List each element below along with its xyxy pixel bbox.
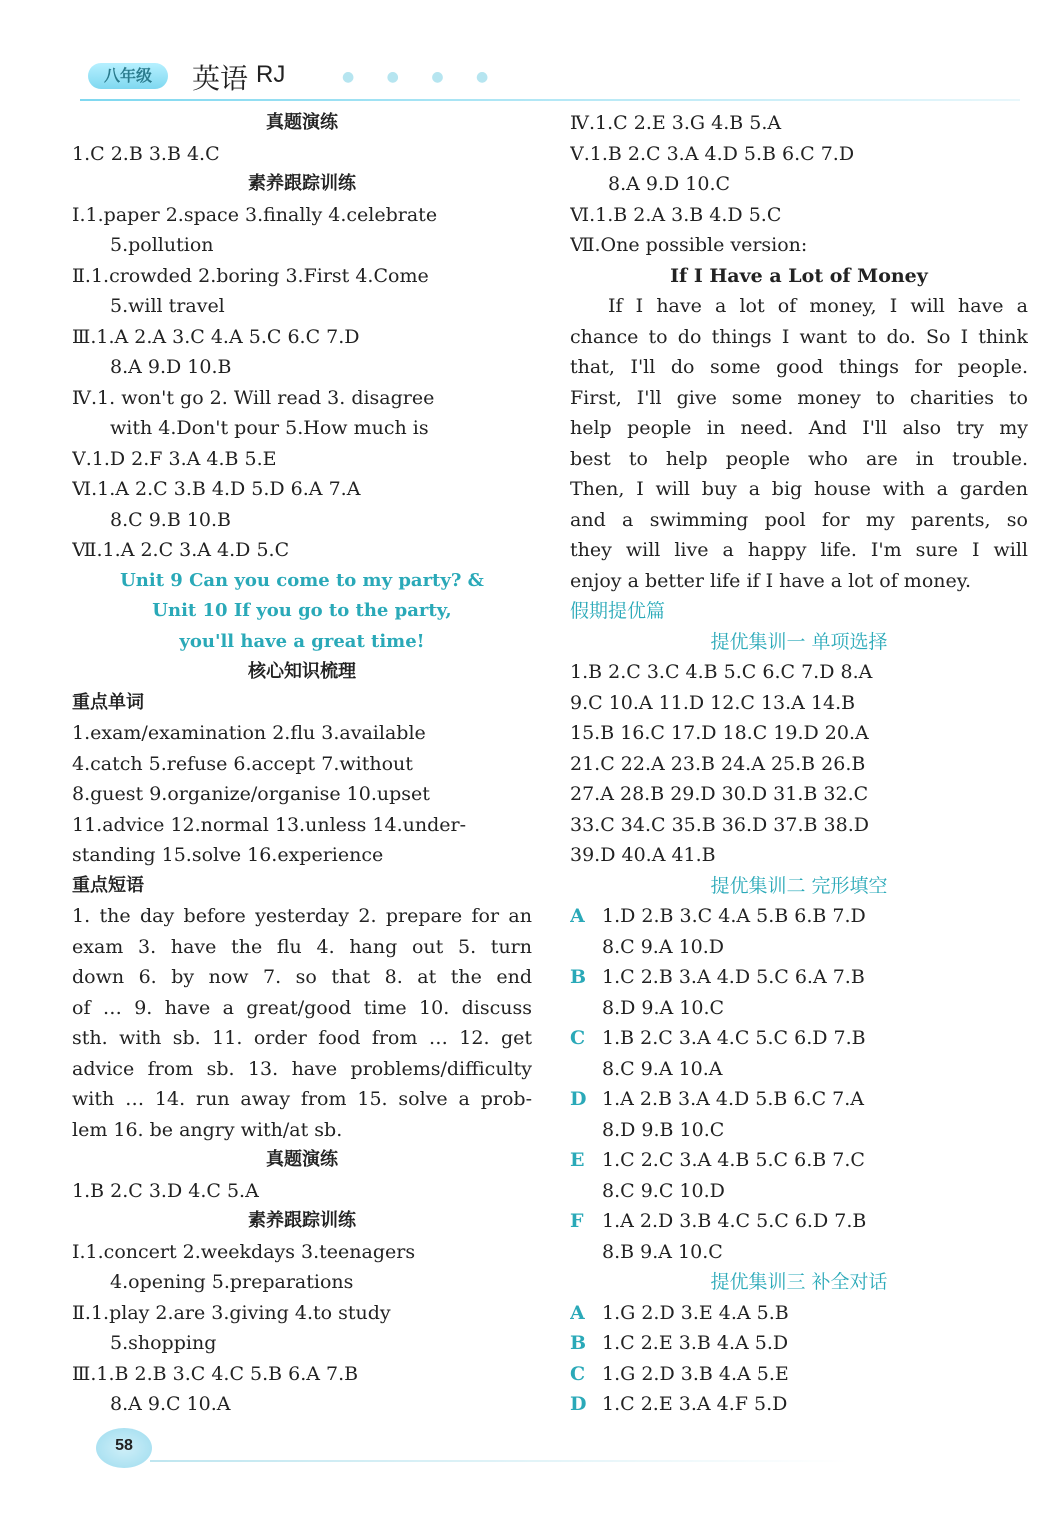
answer-line: 1.B 2.C 3.D 4.C 5.A (72, 1179, 259, 1202)
answer-line: advice from sb. 13. have problems/difficulty (72, 1057, 532, 1080)
answer-line: 提优集训二 完形填空 (710, 874, 888, 897)
answer-line: they will live a happy life. I'm sure I will (570, 539, 1028, 561)
answer-line (570, 1328, 1028, 1359)
answer-line: sth. with sb. 11. order food from … 12. get (72, 1027, 532, 1049)
answer-line: 5.shopping (110, 1332, 217, 1354)
answer-line: Ⅳ.1. won't go 2. Will read 3. disagree (72, 386, 435, 409)
answer-line: 5.pollution (110, 234, 214, 256)
answer-line (570, 1145, 1028, 1176)
answer-line: down 6. by now 7. so that 8. at the end (72, 966, 532, 988)
answer-text: 8.D 9.B 10.C (602, 1118, 725, 1141)
answer-text: 1.A 2.B 3.A 4.D 5.B 6.C 7.A (602, 1088, 864, 1110)
passage-letter: D (570, 1393, 587, 1415)
answer-text: 1.G 2.D 3.B 4.A 5.E (602, 1362, 789, 1385)
passage-letter: A (570, 905, 585, 927)
answer-line: 真题演练 (266, 1149, 338, 1170)
answer-line (570, 1206, 1028, 1237)
answer-line: that, I'll do some good things for people. (570, 356, 1028, 378)
answer-line: 重点单词 (72, 691, 144, 713)
answer-line (570, 1298, 1028, 1329)
answer-text: 8.C 9.C 10.D (602, 1179, 725, 1202)
answer-text: 8.D 9.A 10.C (602, 996, 725, 1019)
answer-line (570, 1359, 1028, 1390)
answer-text: 1.C 2.E 3.A 4.F 5.D (602, 1393, 788, 1415)
answer-line: Ⅴ.1.D 2.F 3.A 4.B 5.E (72, 447, 277, 470)
passage-letter: A (570, 1301, 585, 1324)
watermark-logo (862, 1450, 1032, 1530)
passage-letter: C (570, 1027, 586, 1049)
answer-line (570, 1084, 1028, 1115)
answer-line: Ⅶ.One possible version: (570, 234, 808, 256)
answer-line: of … 9. have a great/good time 10. discuss (72, 996, 532, 1019)
passage-letter: B (570, 1332, 587, 1354)
answer-line: 11.advice 12.normal 13.unless 14.under- (72, 813, 467, 836)
answer-line: Ⅵ.1.A 2.C 3.B 4.D 5.D 6.A 7.A (72, 478, 361, 500)
answer-line: 15.B 16.C 17.D 18.C 19.D 20.A (570, 722, 869, 744)
answer-line: If I have a lot of money, I will have a (608, 295, 1028, 317)
answer-line: Ⅶ.1.A 2.C 3.A 4.D 5.C (72, 539, 290, 561)
answer-line: 27.A 28.B 29.D 30.D 31.B 32.C (570, 783, 869, 805)
edition-label: RJ (256, 61, 286, 88)
passage-letter: E (570, 1149, 585, 1171)
answer-line: Then, I will buy a big house with a garden (570, 478, 1028, 500)
answer-line: Ⅵ.1.B 2.A 3.B 4.D 5.C (570, 203, 782, 226)
answer-line: 素养跟踪训练 (248, 173, 356, 194)
answer-line: Ⅲ.1.A 2.A 3.C 4.A 5.C 6.C 7.D (72, 325, 360, 348)
answer-line (570, 962, 1028, 993)
answer-line (570, 1237, 1028, 1268)
answer-text: 8.C 9.A 10.D (602, 935, 725, 958)
answer-line: 1. the day before yesterday 2. prepare for an (72, 905, 532, 927)
answer-line: 39.D 40.A 41.B (570, 844, 716, 866)
answer-line: 真题演练 (266, 112, 338, 133)
answer-line (570, 993, 1028, 1024)
answer-line (570, 1115, 1028, 1146)
answer-line: 8.A 9.D 10.C (608, 173, 731, 195)
answer-line: best to help people who are in trouble. (570, 447, 1028, 470)
answer-line (570, 1176, 1028, 1207)
subject-title: 英语 (192, 62, 249, 95)
answer-line: 1.B 2.C 3.C 4.B 5.C 6.C 7.D 8.A (570, 661, 873, 683)
answer-line: 重点短语 (72, 874, 144, 896)
answer-line (570, 901, 1028, 932)
answer-line: 假期提优篇 (570, 600, 666, 622)
answer-line: enjoy a better life if I have a lot of money. (570, 569, 971, 592)
answer-line: 1.C 2.B 3.B 4.C (72, 142, 220, 165)
answer-line: 4.opening 5.preparations (110, 1271, 354, 1293)
left-answer-column (72, 108, 532, 1420)
answer-text: 1.C 2.E 3.B 4.A 5.D (602, 1332, 789, 1354)
answer-line: you'll have a great time! (179, 630, 425, 652)
answer-line: First, I'll give some money to charities to (570, 386, 1028, 409)
passage-letter: D (570, 1088, 587, 1110)
answer-line: Ⅱ.1.crowded 2.boring 3.First 4.Come (72, 264, 429, 287)
answer-line (570, 1389, 1028, 1420)
answer-line: 4.catch 5.refuse 6.accept 7.without (72, 752, 413, 775)
answer-text: 8.B 9.A 10.C (602, 1240, 723, 1263)
answer-text: 8.C 9.A 10.A (602, 1057, 723, 1080)
answer-text: 1.B 2.C 3.A 4.C 5.C 6.D 7.B (602, 1027, 866, 1049)
answer-line: 8.guest 9.organize/organise 10.upset (72, 783, 430, 805)
answer-line: Ⅲ.1.B 2.B 3.C 4.C 5.B 6.A 7.B (72, 1362, 359, 1385)
answer-line: Ⅱ.1.play 2.are 3.giving 4.to study (72, 1301, 391, 1324)
page-header (80, 55, 1020, 105)
answer-line: 21.C 22.A 23.B 24.A 25.B 26.B (570, 752, 866, 775)
answer-line: help people in need. And I'll also try my (570, 417, 1028, 439)
answer-line: and a swimming pool for my parents, so (570, 508, 1028, 531)
answer-line: lem 16. be angry with/at sb. (72, 1118, 343, 1141)
page-number: 58 (96, 1428, 152, 1468)
answer-text: 1.D 2.B 3.C 4.A 5.B 6.B 7.D (602, 905, 866, 927)
answer-line: Ⅰ.1.paper 2.space 3.finally 4.celebrate (72, 203, 438, 226)
answer-line: 8.C 9.B 10.B (110, 508, 232, 531)
passage-letter: F (570, 1210, 584, 1232)
answer-line: chance to do things I want to do. So I think (570, 325, 1028, 348)
passage-letter: C (570, 1362, 586, 1385)
answer-line: Unit 9 Can you come to my party? & (120, 569, 484, 591)
answer-text: 1.C 2.B 3.A 4.D 5.C 6.A 7.B (602, 966, 865, 988)
answer-line: 33.C 34.C 35.B 36.D 37.B 38.D (570, 813, 869, 836)
answer-line: 素养跟踪训练 (248, 1210, 356, 1231)
decorative-dots: ● ● ● ● (342, 69, 503, 85)
answer-line: Ⅰ.1.concert 2.weekdays 3.teenagers (72, 1240, 416, 1263)
answer-line: 5.will travel (110, 295, 225, 317)
answer-line: 提优集训一 单项选择 (710, 630, 888, 653)
answer-line (570, 1054, 1028, 1085)
answer-text: 1.G 2.D 3.E 4.A 5.B (602, 1301, 789, 1324)
answer-line: If I Have a Lot of Money (670, 264, 928, 287)
answer-line: 提优集训三 补全对话 (710, 1271, 888, 1293)
answer-line: Unit 10 If you go to the party, (152, 600, 452, 621)
answer-line: with … 14. run away from 15. solve a prob- (72, 1088, 532, 1110)
answer-line: Ⅴ.1.B 2.C 3.A 4.D 5.B 6.C 7.D (570, 142, 855, 165)
footer-divider (150, 1460, 850, 1462)
answer-line (570, 1023, 1028, 1054)
answer-line: 8.A 9.D 10.B (110, 356, 232, 378)
answer-line: 8.A 9.C 10.A (110, 1393, 231, 1415)
answer-line: 1.exam/examination 2.flu 3.available (72, 722, 426, 744)
passage-letter: B (570, 966, 587, 988)
answer-line: with 4.Don't pour 5.How much is (110, 417, 429, 439)
header-divider (80, 99, 1020, 101)
answer-line: exam 3. have the flu 4. hang out 5. turn (72, 935, 532, 958)
right-answer-column (570, 108, 1028, 1420)
answer-line (570, 932, 1028, 963)
answer-text: 1.A 2.D 3.B 4.C 5.C 6.D 7.B (602, 1210, 867, 1232)
answer-line: standing 15.solve 16.experience (72, 844, 384, 866)
answer-line: 核心知识梳理 (248, 661, 356, 682)
answer-line: 9.C 10.A 11.D 12.C 13.A 14.B (570, 691, 856, 714)
answer-line: Ⅳ.1.C 2.E 3.G 4.B 5.A (570, 112, 782, 134)
grade-badge: 八年级 (88, 63, 168, 89)
answer-text: 1.C 2.C 3.A 4.B 5.C 6.B 7.C (602, 1149, 865, 1171)
